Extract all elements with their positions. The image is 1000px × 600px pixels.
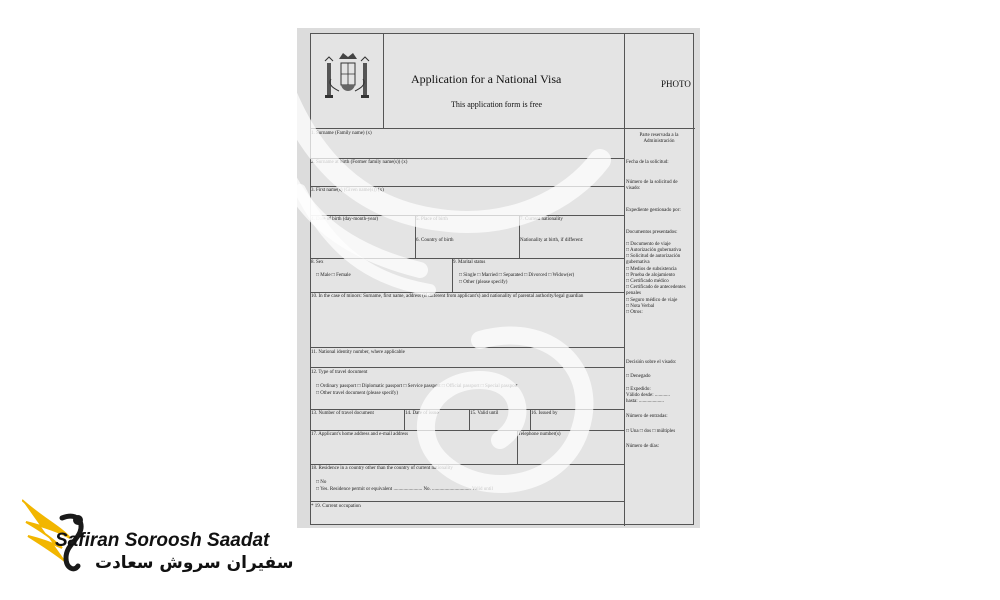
field-minors-guardian: 10. In the case of minors: Surname, first name, address (if different from applicant's) and nationality of parental authority/legal guardian: [311, 294, 584, 299]
field-surname: 1. Surname (Family name) (x): [311, 131, 372, 136]
field-date-of-birth: 4. Date of birth (day-month-year): [311, 217, 379, 222]
admin-item: Decisión sobre el visado:: [626, 360, 677, 365]
photo-label: PHOTO: [661, 79, 691, 89]
admin-heading: Parte reservada a la Administración: [639, 133, 679, 144]
admin-item: Número de la solicitud de visado:: [626, 180, 678, 191]
admin-item: Válido desde: ............: [626, 393, 670, 398]
field-first-names: 3. First name(s) (Given name(s)) (x): [311, 188, 384, 193]
field-sex: 8. Sex: [311, 260, 324, 265]
residence-yes: □ Yes. Residence permit or equivalent ....................... No. ............................... Valid until: [316, 487, 493, 492]
travel-document-other: □ Other travel document (please specify): [316, 391, 399, 396]
admin-item: □ Nota Verbal: [626, 304, 655, 309]
field-date-of-issue: 14. Date of issue: [405, 411, 439, 416]
company-name-en: Safiran Soroosh Saadat: [55, 530, 270, 551]
admin-item: □ Denegado: [626, 374, 651, 379]
field-document-number: 13. Number of travel document: [311, 411, 374, 416]
field-home-address: 17. Applicant's home address and e-mail address: [311, 432, 409, 437]
admin-item: □ Certificado de antecedentes penales: [626, 285, 686, 296]
admin-item: □ Medios de subsistencia: [626, 267, 677, 272]
divider: [624, 34, 625, 526]
admin-item: □ Expedido:: [626, 387, 651, 392]
watermark-swirl: [250, 40, 620, 510]
field-nationality-at-birth: Nationality at birth, if different:: [520, 238, 584, 243]
field-country-of-birth: 6. Country of birth: [416, 238, 454, 243]
field-national-id: 11. National identity number, where applicable: [311, 350, 405, 355]
field-place-of-birth: 5. Place of birth: [416, 217, 448, 222]
marital-options: □ Single □ Married □ Separated □ Divorced □ Widow(er): [459, 273, 575, 278]
field-surname-at-birth: 2. Surname at birth (Former family name(s)) (x): [311, 160, 408, 165]
field-issued-by: 16. Issued by: [531, 411, 558, 416]
form-subtitle: This application form is free: [451, 100, 543, 109]
admin-item: □ Certificado médico: [626, 279, 669, 284]
admin-item: □ Una □ dos □ múltiples: [626, 429, 676, 434]
field-current-occupation: * 19. Current occupation: [311, 504, 361, 509]
admin-item: □ Autorización gubernativa: [626, 248, 681, 253]
admin-item: □ Prueba de alojamiento: [626, 273, 675, 278]
admin-item: hasta: ....................: [626, 399, 664, 404]
field-residence: 18. Residence in a country other than the country of current nationality: [311, 466, 453, 471]
sex-options: □ Male □ Female: [316, 273, 351, 278]
admin-item: Expediente gestionado por:: [626, 208, 681, 213]
admin-item: □ Seguro médico de viaje: [626, 298, 678, 303]
company-name-fa: سفیران سروش سعادت: [95, 553, 294, 573]
admin-item: Documentos presentados:: [626, 230, 678, 235]
admin-item: □ Documento de viaje: [626, 242, 671, 247]
admin-item: Fecha de la solicitud:: [626, 160, 669, 165]
travel-document-options: □ Ordinary passport □ Diplomatic passport □ Service passport □ Official passport □ Special passport: [316, 384, 518, 389]
admin-item: Número de días:: [626, 444, 660, 449]
marital-other: □ Other (please specify): [459, 280, 508, 285]
field-marital-status: 9. Marital status: [453, 260, 486, 265]
field-telephone: Telephone number(s): [518, 432, 561, 437]
admin-item: Número de entradas:: [626, 414, 668, 419]
field-travel-document-type: 12. Type of travel document: [311, 370, 368, 375]
field-valid-until: 15. Valid until: [470, 411, 499, 416]
field-current-nationality: 7. Current nationality: [520, 217, 563, 222]
residence-no: □ No: [316, 480, 327, 485]
admin-item: □ Otros:: [626, 310, 643, 315]
admin-item: □ Solicitud de autorización gubernativa: [626, 254, 681, 265]
form-title: Application for a National Visa: [411, 72, 562, 86]
